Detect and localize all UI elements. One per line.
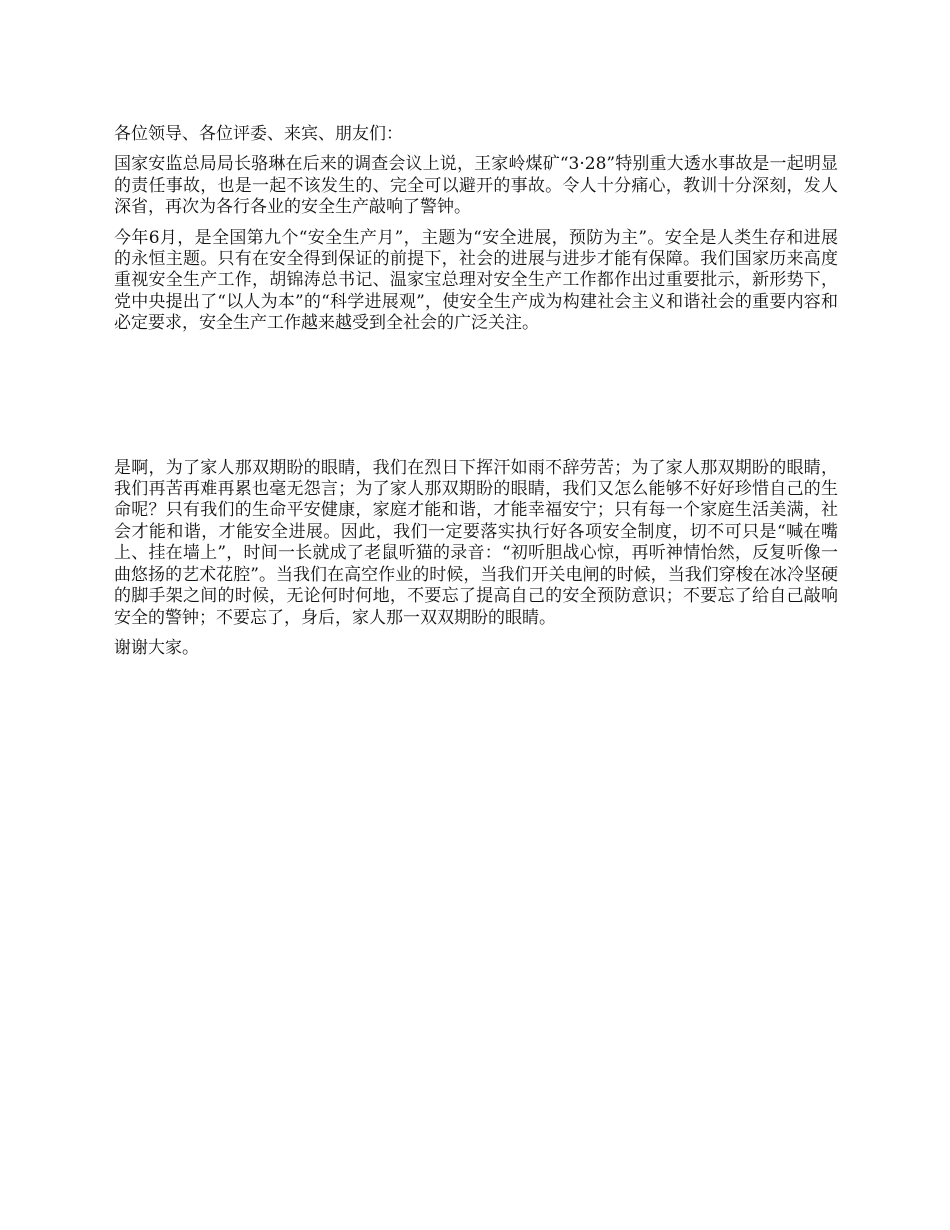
paragraph-family-eyes: 是啊，为了家人那双期盼的眼睛，我们在烈日下挥汗如雨不辞劳苦；为了家人那双期盼的眼睛，我们再苦再难再累也毫无怨言；为了家人那双期盼的眼睛，我们又怎么能够不好好珍惜自己的生命呢？只有我们的生命平安健康，家庭才能和谐，才能幸福安宁；只有每一个家庭生活美满，社会才能和谐，才能安全进展。因此，我们一定要落实执行好各项安全制度，切不可只是“喊在嘴上、挂在墙上”，时间一长就成了老鼠听猫的录音：“初听胆战心惊，再听神情怡然，反复听像一曲悠扬的艺术花腔”。当我们在高空作业的时候，当我们开关电闸的时候，当我们穿梭在冰冷坚硬的脚手架之间的时候，无论何时何地，不要忘了提高自己的安全预防意识；不要忘了给自己敲响安全的警钟；不要忘了，身后，家人那一双双期盼的眼睛。 <box>114 457 838 628</box>
speech-body <box>114 124 838 668</box>
blank-gap <box>114 344 838 458</box>
paragraph-accident: 国家安监总局局长骆琳在后来的调查会议上说，王家岭煤矿“3·28”特别重大透水事故是一起明显的责任事故，也是一起不该发生的、完全可以避开的事故。令人十分痛心，教训十分深刻，发人深省，再次为各行各业的安全生产敲响了警钟。 <box>114 154 838 218</box>
closing-line: 谢谢大家。 <box>114 637 199 658</box>
salutation: 各位领导、各位评委、来宾、朋友们： <box>114 124 403 144</box>
paragraph-safety-month: 今年6月，是全国第九个“安全生产月”，主题为“安全进展，预防为主”。安全是人类生存和进展的永恒主题。只有在安全得到保证的前提下，社会的进展与进步才能有保障。我们国家历来高度重视安全生产工作，胡锦涛总书记、温家宝总理对安全生产工作都作出过重要批示，新形势下，党中央提出了“以人为本”的“科学进展观”，使安全生产成为构建社会主义和谐社会的重要内容和必定要求，安全生产工作越来越受到全社会的广泛关注。 <box>114 227 838 334</box>
